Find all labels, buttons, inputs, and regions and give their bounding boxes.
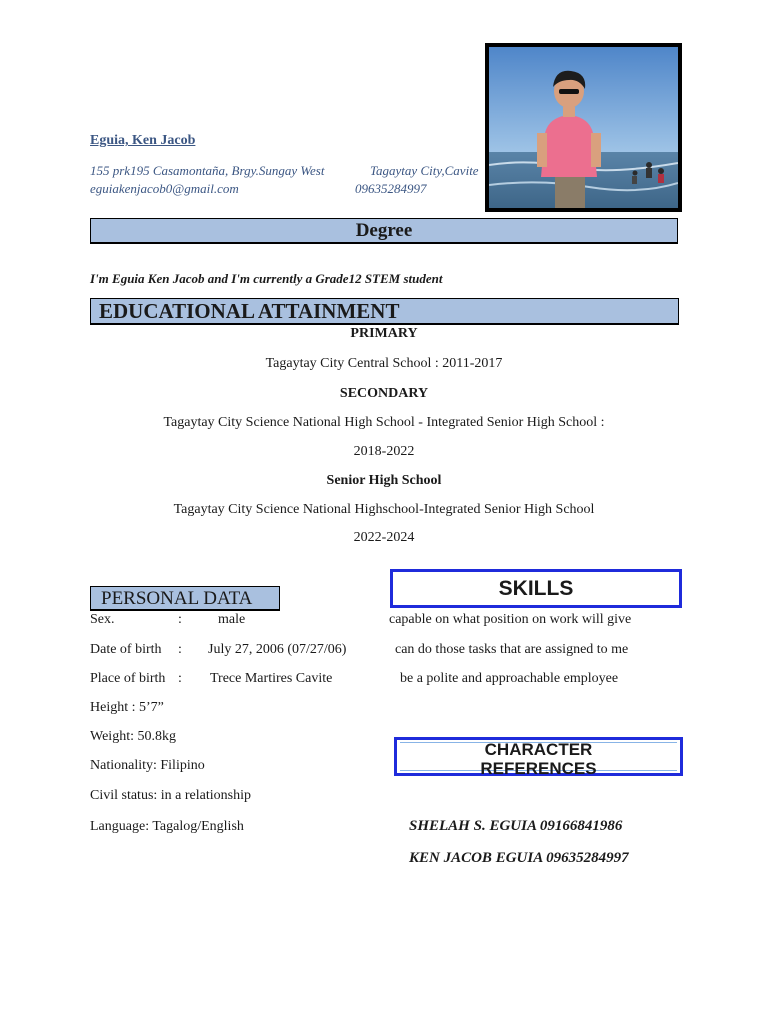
primary-school: Tagaytay City Central School : 2011-2017 xyxy=(265,356,503,371)
pob-row xyxy=(90,671,332,687)
dob-value: July 27, 2006 (07/27/06) xyxy=(208,642,347,657)
pob-colon: : xyxy=(178,671,182,686)
language: Language: Tagalog/English xyxy=(90,819,244,834)
phone: 09635284997 xyxy=(355,181,427,196)
primary-label: PRIMARY xyxy=(350,326,418,341)
degree-heading: Degree xyxy=(90,218,678,244)
email: eguiakenjacob0@gmail.com xyxy=(90,181,239,196)
skill-item: can do those tasks that are assigned to me xyxy=(395,642,629,657)
sex-colon: : xyxy=(178,612,182,627)
profile-photo xyxy=(485,43,682,212)
skills-heading: SKILLS xyxy=(390,569,682,608)
secondary-school: Tagaytay City Science National High School - Integrated Senior High School : xyxy=(163,415,605,430)
secondary-label: SECONDARY xyxy=(339,386,429,401)
skill-item: capable on what position on work will give xyxy=(389,612,632,627)
nationality: Nationality: Filipino xyxy=(90,758,205,773)
pob-label: Place of birth xyxy=(90,671,166,686)
skill-item: be a polite and approachable employee xyxy=(400,671,619,686)
reference-entry: SHELAH S. EGUIA 09166841986 xyxy=(409,818,623,834)
sex-row xyxy=(90,612,245,628)
shs-label: Senior High School xyxy=(326,473,442,488)
dob-colon: : xyxy=(178,642,182,657)
dob-row xyxy=(90,642,346,658)
profile-photo-image xyxy=(489,47,678,208)
reference-entry: KEN JACOB EGUIA 09635284997 xyxy=(409,850,629,866)
character-references-heading xyxy=(394,737,683,776)
sex-label: Sex. xyxy=(90,612,115,627)
character-references-line2: REFERENCES xyxy=(480,759,597,778)
city: Tagaytay City,Cavite xyxy=(370,163,479,178)
secondary-years: 2018-2022 xyxy=(353,444,415,459)
dob-label: Date of birth xyxy=(90,642,162,657)
shs-school: Tagaytay City Science National Highschool-Integrated Senior High School xyxy=(173,502,595,517)
shs-years: 2022-2024 xyxy=(353,530,415,545)
educational-attainment-heading: EDUCATIONAL ATTAINMENT xyxy=(90,298,679,325)
address: 155 prk195 Casamontaña, Brgy.Sungay West xyxy=(90,163,325,178)
civil-status: Civil status: in a relationship xyxy=(90,788,251,803)
applicant-name: Eguia, Ken Jacob xyxy=(90,133,196,148)
character-references-line1: CHARACTER xyxy=(484,740,593,759)
summary-statement: I'm Eguia Ken Jacob and I'm currently a Grade12 STEM student xyxy=(90,271,443,286)
personal-data-heading: PERSONAL DATA xyxy=(90,586,280,611)
weight: Weight: 50.8kg xyxy=(90,729,176,744)
pob-value: Trece Martires Cavite xyxy=(210,671,333,686)
height: Height : 5’7” xyxy=(90,700,164,715)
sex-value: male xyxy=(218,612,246,627)
